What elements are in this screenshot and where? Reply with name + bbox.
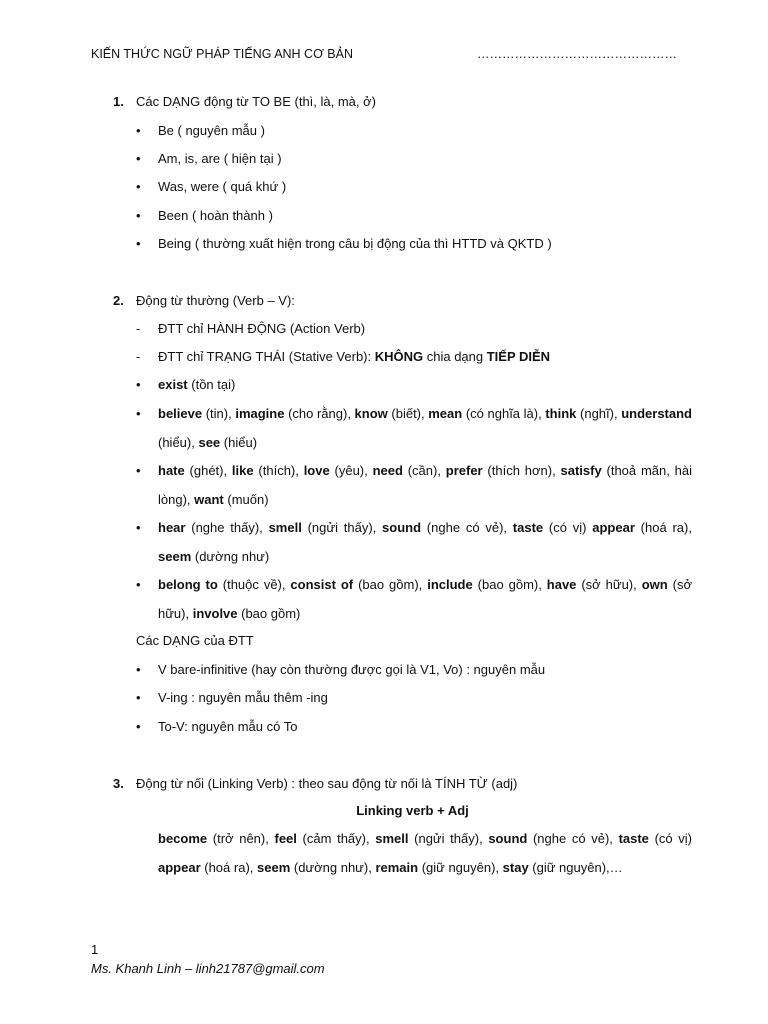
dash-marker: - bbox=[136, 349, 141, 364]
bold-term: hate bbox=[158, 463, 185, 478]
gloss-text: (hoá ra), bbox=[634, 520, 692, 535]
list-item bbox=[136, 230, 692, 259]
header-title: KIẾN THỨC NGỮ PHÁP TIẾNG ANH CƠ BẢN bbox=[91, 47, 353, 61]
gloss-text: (thoả mãn, hài lòng), bbox=[158, 463, 693, 507]
gloss-text: (tồn tại) bbox=[187, 377, 236, 392]
bullet-marker: • bbox=[136, 123, 141, 138]
bold-term: sound bbox=[382, 520, 422, 535]
list-item bbox=[136, 117, 692, 146]
section-title: Động từ nối (Linking Verb) : theo sau động từ nối là TÍNH TỪ (adj) bbox=[136, 776, 518, 791]
gloss-text: (giữ nguyên),… bbox=[528, 859, 623, 875]
bold-term: feel bbox=[274, 831, 297, 846]
list-item-text: To-V: nguyên mẫu có To bbox=[158, 719, 298, 734]
gloss-text: (hiểu), bbox=[158, 434, 199, 450]
dash-text: chia dạng bbox=[423, 349, 487, 364]
dash-bold: KHÔNG bbox=[374, 349, 424, 364]
gloss-text: (bao gồm) bbox=[237, 605, 301, 621]
gloss-text: (biết), bbox=[387, 406, 429, 421]
bold-term: sound bbox=[488, 831, 528, 846]
formula: Linking verb + Adj bbox=[356, 803, 469, 818]
bullet-marker: • bbox=[136, 208, 141, 223]
bold-term: believe bbox=[158, 406, 203, 421]
bold-term: imagine bbox=[235, 406, 285, 421]
list-item bbox=[136, 145, 692, 174]
gloss-text: (có vị) bbox=[648, 831, 692, 846]
gloss-text: (bao gồm), bbox=[353, 577, 428, 592]
bullet-marker: • bbox=[136, 179, 141, 194]
gloss-text: (có nghĩa là), bbox=[462, 406, 546, 421]
gloss-text: (có vị) bbox=[543, 520, 593, 535]
bold-term: belong to bbox=[158, 577, 218, 592]
bold-term: hear bbox=[158, 520, 186, 535]
gloss-text: (muốn) bbox=[223, 491, 269, 507]
gloss-text: (dường như), bbox=[290, 859, 376, 875]
gloss-text: (nghe có vẻ), bbox=[527, 831, 619, 846]
bold-term: stay bbox=[502, 859, 529, 875]
list-item-text: Be ( nguyên mẫu ) bbox=[158, 123, 265, 138]
gloss-text: (ngửi thấy), bbox=[408, 831, 489, 846]
list-item-text: Been ( hoàn thành ) bbox=[158, 208, 273, 223]
bold-term: taste bbox=[512, 520, 544, 535]
list-item-text: Being ( thường xuất hiện trong câu bị động của thì HTTD và QKTD ) bbox=[158, 236, 552, 251]
bold-term: know bbox=[354, 406, 388, 421]
stative-verb-item bbox=[136, 571, 692, 628]
gloss-text: (hoá ra), bbox=[200, 859, 257, 875]
verb-form-item bbox=[136, 713, 692, 742]
bold-term: taste bbox=[618, 831, 649, 846]
gloss-text: (cần), bbox=[402, 463, 446, 478]
bold-term: want bbox=[194, 491, 224, 507]
verb-form-item bbox=[136, 656, 692, 685]
gloss-text: (sở hữu), bbox=[158, 577, 692, 621]
bold-term: seem bbox=[158, 548, 192, 564]
bullet-marker: • bbox=[136, 690, 141, 705]
bold-term: become bbox=[158, 831, 208, 846]
bold-term: remain bbox=[375, 859, 419, 875]
bold-term: like bbox=[231, 463, 254, 478]
list-item bbox=[136, 173, 692, 202]
gloss-text: (dường như) bbox=[191, 548, 270, 564]
section-number: 2. bbox=[113, 293, 124, 308]
gloss-text: (cho rằng), bbox=[284, 406, 355, 421]
bold-term: mean bbox=[428, 406, 463, 421]
bold-term: love bbox=[303, 463, 330, 478]
list-item-text: V-ing : nguyên mẫu thêm -ing bbox=[158, 690, 328, 705]
linking-verb-list bbox=[158, 825, 692, 882]
bullet-marker: • bbox=[136, 662, 141, 677]
bold-term: exist bbox=[158, 377, 188, 392]
gloss-text: (cảm thấy), bbox=[296, 831, 376, 846]
verb-form-item bbox=[136, 684, 692, 713]
gloss-text: (thuộc về), bbox=[217, 577, 291, 592]
list-item-text: Am, is, are ( hiện tại ) bbox=[158, 151, 282, 166]
bold-term: satisfy bbox=[560, 463, 602, 478]
bullet-marker: • bbox=[136, 577, 141, 592]
bold-term: think bbox=[545, 406, 577, 421]
gloss-text: (nghe có vẻ), bbox=[421, 520, 513, 535]
dash-text: ĐTT chỉ HÀNH ĐỘNG (Action Verb) bbox=[158, 321, 366, 336]
gloss-text: (trở nên), bbox=[207, 831, 275, 846]
gloss-text: (giữ nguyên), bbox=[418, 859, 503, 875]
bold-term: appear bbox=[592, 520, 635, 535]
bold-term: prefer bbox=[445, 463, 483, 478]
bold-term: see bbox=[198, 434, 221, 450]
gloss-text: (thích hơn), bbox=[482, 463, 561, 478]
bold-term: include bbox=[427, 577, 473, 592]
dash-marker: - bbox=[136, 321, 141, 336]
bullet-marker: • bbox=[136, 520, 141, 535]
list-item-text: Was, were ( quá khứ ) bbox=[158, 179, 287, 194]
bold-term: understand bbox=[621, 406, 692, 421]
list-item-text: V bare-infinitive (hay còn thường được gọi là V1, Vo) : nguyên mẫu bbox=[158, 662, 546, 677]
footer-author: Ms. Khanh Linh – linh21787@gmail.com bbox=[91, 961, 325, 976]
bullet-marker: • bbox=[136, 463, 141, 478]
bold-term: involve bbox=[192, 605, 238, 621]
section-number: 1. bbox=[113, 94, 124, 109]
bullet-marker: • bbox=[136, 151, 141, 166]
gloss-text: (tin), bbox=[202, 406, 236, 421]
bold-term: own bbox=[641, 577, 668, 592]
bold-term: seem bbox=[257, 859, 291, 875]
gloss-text: (nghĩ), bbox=[576, 406, 622, 421]
gloss-text: (sở hữu), bbox=[576, 577, 642, 592]
list-item bbox=[136, 202, 692, 231]
dash-item-stative bbox=[136, 343, 692, 372]
bullet-marker: • bbox=[136, 236, 141, 251]
gloss-text: (hiểu) bbox=[220, 434, 258, 450]
dash-bold: TIẾP DIỄN bbox=[486, 349, 551, 364]
header-dots: ………………………………………… bbox=[477, 47, 677, 61]
gloss-text: (yêu), bbox=[329, 463, 373, 478]
bold-term: appear bbox=[158, 859, 201, 875]
section-title: Các DẠNG động từ TO BE (thì, là, mà, ở) bbox=[136, 94, 376, 109]
bold-term: need bbox=[372, 463, 403, 478]
bullet-marker: • bbox=[136, 377, 141, 392]
page-header bbox=[91, 47, 677, 61]
bold-term: have bbox=[546, 577, 577, 592]
stative-verb-item bbox=[136, 457, 693, 514]
stative-verb-item bbox=[136, 371, 692, 400]
section-number: 3. bbox=[113, 776, 124, 791]
bold-term: consist of bbox=[290, 577, 354, 592]
bold-term: smell bbox=[268, 520, 302, 535]
section-title: Động từ thường (Verb – V): bbox=[136, 293, 295, 308]
page-number: 1 bbox=[91, 942, 99, 957]
stative-verb-item bbox=[136, 400, 692, 457]
gloss-text: (ghét), bbox=[184, 463, 232, 478]
gloss-text: (ngửi thấy), bbox=[301, 520, 383, 535]
bullet-marker: • bbox=[136, 406, 141, 421]
gloss-text: (bao gồm), bbox=[472, 577, 547, 592]
stative-verb-item bbox=[136, 514, 692, 571]
gloss-text: (nghe thấy), bbox=[185, 520, 269, 535]
dash-text: ĐTT chỉ TRẠNG THÁI (Stative Verb): bbox=[158, 349, 375, 364]
gloss-text: (thích), bbox=[253, 463, 304, 478]
dash-item-action bbox=[136, 315, 692, 344]
bold-term: smell bbox=[375, 831, 409, 846]
bullet-marker: • bbox=[136, 719, 141, 734]
